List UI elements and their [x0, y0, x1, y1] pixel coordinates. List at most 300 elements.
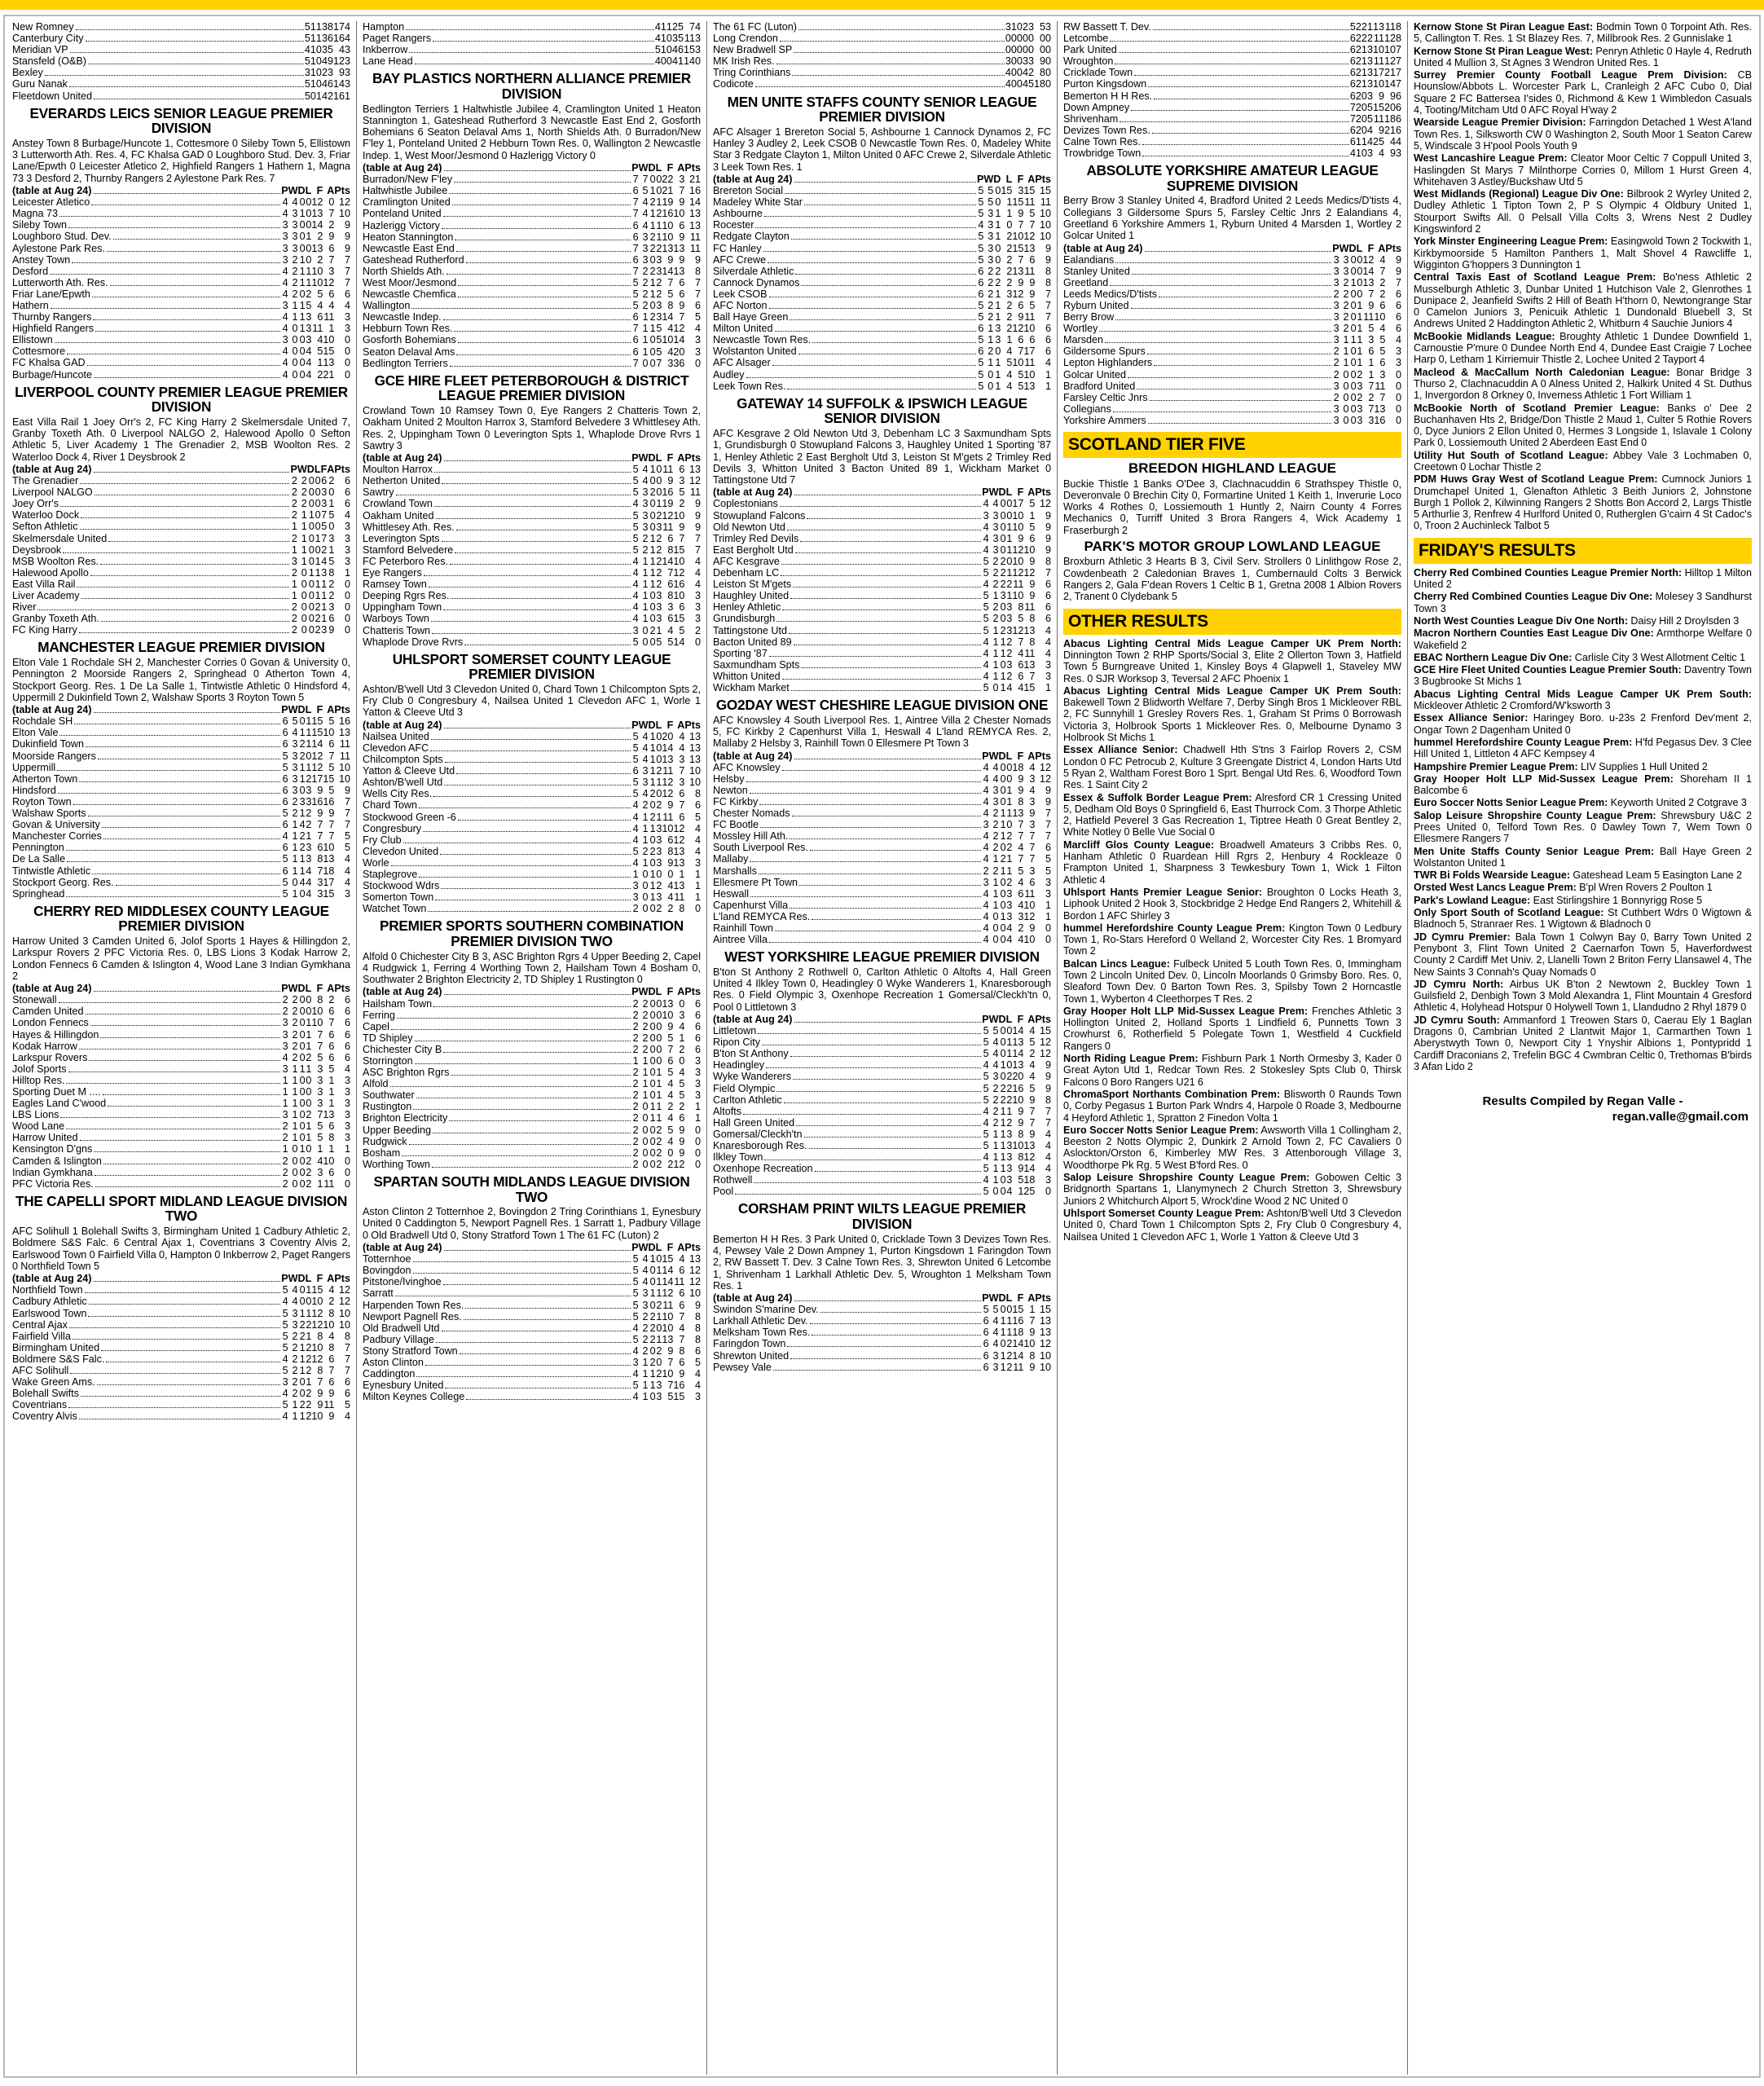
stat-cell: 1 — [642, 834, 649, 846]
league-table — [713, 174, 1051, 392]
table-row — [12, 1041, 350, 1052]
stat-cell: 12 — [338, 1296, 350, 1308]
stat-cell: 2 — [299, 830, 306, 843]
team-name: Ashbourne — [713, 208, 763, 220]
stat-cell: 1 — [282, 1086, 288, 1098]
stat-cell: 1 — [992, 636, 999, 648]
dot-leader — [50, 274, 280, 275]
stat-cell: 1 — [292, 1410, 298, 1423]
stat-cell: 2 — [1355, 44, 1361, 56]
results-entry — [1414, 235, 1752, 271]
stat-cell: 9 — [1018, 1116, 1024, 1129]
stat-cell: 3 — [656, 856, 662, 869]
team-name: AFC Norton — [713, 299, 768, 311]
stat-cell: 0 — [1350, 414, 1357, 426]
table-row — [713, 842, 1051, 853]
stat-cell: 0 — [649, 601, 656, 614]
stat-cell: 8 — [317, 994, 323, 1006]
stat-cell: 16 — [332, 33, 345, 45]
stat-cell: 4 — [1045, 636, 1051, 648]
team-name: Marshalls — [713, 865, 757, 877]
table-row — [12, 983, 350, 994]
dot-leader — [59, 1002, 281, 1003]
table-row — [12, 704, 350, 715]
table-row — [12, 475, 350, 486]
team-name: (table at Aug 24) — [12, 464, 92, 475]
stat-cell: 6 — [282, 772, 288, 785]
dot-leader — [792, 75, 1004, 76]
stat-cell: 9 — [328, 624, 335, 636]
stat-cell: 4 — [344, 33, 350, 45]
stat-cell: 8 — [679, 1344, 685, 1357]
table-row — [363, 601, 701, 613]
stat-cell: 13 — [1012, 1036, 1024, 1049]
stat-cell: 5 — [632, 788, 639, 800]
stat-cell: 3 — [1006, 1128, 1013, 1140]
team-name-cell — [363, 742, 631, 754]
stat-cell: 3 — [694, 856, 701, 869]
stat-cell: 3 — [306, 323, 312, 335]
team-name: Royton Town — [12, 795, 72, 808]
stat-cell: 14 — [662, 1265, 674, 1277]
stat-cell: 0 — [649, 345, 656, 358]
stat-cell: 6 — [667, 532, 674, 544]
league-name-lead: Euro Soccer Notts Senior League Prem: — [1414, 797, 1608, 809]
stat-cell: 3 — [1006, 1151, 1013, 1164]
stat-cell: 21 — [688, 174, 701, 186]
team-name-cell — [363, 880, 631, 891]
stat-cell: 0 — [1000, 761, 1006, 773]
team-name: Pennington — [12, 842, 64, 854]
stat-cell: W — [297, 464, 307, 475]
stat-cell: 14 — [662, 265, 674, 277]
stat-cell: 4 — [1379, 323, 1386, 335]
stat-cell: 2 — [299, 1330, 306, 1342]
team-name-cell — [713, 266, 977, 277]
stat-cell: 3 — [1027, 55, 1034, 68]
team-name: Chichester City B — [363, 1043, 442, 1055]
team-name-cell — [363, 1055, 631, 1067]
stat-cell: 1 — [656, 1333, 662, 1345]
stat-cell: 3 — [1357, 414, 1363, 426]
dot-leader — [79, 632, 290, 633]
team-name: Ponteland United — [363, 208, 442, 220]
stat-cell: 5 — [983, 1304, 989, 1316]
stat-cell: 0 — [344, 368, 350, 381]
stat-cell: 4 — [1366, 124, 1373, 136]
table-row — [713, 533, 1051, 544]
team-name: Ilkley Town — [713, 1151, 763, 1164]
stat-cell: 21 — [1383, 67, 1396, 79]
stat-cell: 1 — [694, 880, 701, 892]
table-row — [363, 742, 701, 754]
results-body: Daventry Town 3 Bugbrooke St Michs 1 — [1414, 664, 1752, 688]
dot-leader — [57, 770, 280, 771]
stat-cell: 5 — [656, 636, 662, 648]
stat-cell: 2 — [282, 1177, 288, 1190]
stat-cell: 12 — [1039, 761, 1051, 773]
stat-cell: 5 — [978, 311, 984, 323]
stat-cell: 7 — [632, 196, 639, 209]
table-row — [713, 208, 1051, 219]
dot-leader — [812, 1335, 981, 1336]
stat-cell: 4 — [328, 299, 335, 311]
table-row — [12, 994, 350, 1006]
stat-cell: 5 — [632, 1333, 639, 1345]
stat-cell: 9 — [1389, 90, 1396, 102]
dot-leader — [794, 182, 976, 183]
table-row — [12, 288, 350, 300]
stat-cell: 3 — [694, 1391, 701, 1403]
stat-cell: 3 — [306, 842, 312, 854]
team-name: Hebburn Town Res. — [363, 323, 453, 335]
table-row — [12, 1063, 350, 1075]
stat-cell: 6 — [978, 345, 984, 358]
dot-leader — [436, 1342, 631, 1343]
stat-cell: 9 — [328, 1388, 335, 1400]
stat-cell: P — [982, 1292, 989, 1305]
team-name: Fairfield Villa — [12, 1330, 71, 1342]
stat-cell: 4 — [694, 822, 701, 834]
stat-cell: 6 — [1395, 323, 1401, 335]
stat-cell: 4 — [1018, 876, 1024, 888]
team-name: Cramlington United — [363, 196, 451, 209]
team-name: Chard Town — [363, 799, 417, 812]
team-name: Whittlesey Ath. Res. — [363, 521, 455, 533]
stat-cell: 4 — [292, 1284, 298, 1296]
stat-cell: 1 — [988, 357, 994, 369]
stat-cell: 10 — [1023, 934, 1036, 946]
stat-cell: 4 — [1005, 78, 1011, 90]
results-entry — [1414, 846, 1752, 869]
stat-cell: 8 — [1018, 1128, 1024, 1140]
stat-cell: 5 — [1045, 853, 1051, 865]
results-paragraph: Buckie Thistle 1 Banks O'Dee 3, Clachnacuddin 6 Strathspey Thistle 0, Deveronvale 0 Brechin City 0, Formartine United 1 Keith 1, Inverurie Loco Works 4 Rothes 0, Lossiemouth 1 Huntly 2, Nairn County 4 Forres Mechanics 0, Turriff United 3 Brora Rangers 4, Wick Academy 1 Fraserburgh 2 — [1063, 477, 1401, 536]
stat-cell: 3 — [1006, 658, 1013, 671]
table-row — [363, 799, 701, 811]
stat-cell: 8 — [1395, 21, 1401, 33]
league-name-lead: Only Sport South of Scotland League: — [1414, 907, 1604, 919]
stat-cell: 3 — [344, 1120, 350, 1133]
team-name-cell — [363, 522, 631, 533]
stat-cell: 5 — [694, 1356, 701, 1368]
team-name-cell — [1063, 369, 1332, 381]
team-name: Waterloo Dock — [12, 509, 80, 522]
stat-cell: 6 — [1349, 90, 1356, 102]
stat-cell: 1 — [694, 1101, 701, 1113]
team-name: Sefton Athletic — [12, 521, 78, 533]
team-name-cell — [12, 78, 305, 90]
team-name-cell — [713, 1048, 982, 1059]
stat-cell: 3 — [292, 208, 298, 220]
stat-cell: 14 — [688, 196, 701, 209]
stat-cell: 2 — [656, 208, 662, 220]
stat-cell: L — [655, 452, 662, 464]
team-name: East Villa Rail — [12, 578, 76, 590]
stat-cell: 8 — [328, 566, 335, 579]
stat-cell: 6 — [1395, 288, 1401, 300]
stat-cell: 3 — [1005, 21, 1011, 33]
stat-cell: 5 — [978, 242, 984, 254]
stat-cell: 0 — [649, 1043, 656, 1055]
stat-cell: 4 — [679, 742, 685, 754]
stat-cell: 6 — [632, 219, 639, 231]
table-row — [363, 452, 701, 464]
stat-cell: 3 — [694, 1078, 701, 1090]
league-name-lead: Kernow Stone St Piran League West: — [1414, 45, 1594, 57]
stat-cell: 4 — [282, 1410, 288, 1423]
stat-cell: 16 — [1012, 1315, 1024, 1327]
stat-cell: 6 — [679, 811, 685, 823]
team-name-cell — [713, 934, 982, 945]
dot-leader — [782, 679, 982, 680]
team-name-cell — [12, 1063, 281, 1075]
stat-cell: 6 — [282, 715, 288, 728]
team-name: Codicote — [713, 78, 754, 90]
stat-cell: 3 — [1333, 414, 1339, 426]
table-row — [713, 1083, 1051, 1094]
table-row — [363, 522, 701, 533]
stat-cell: 11 — [323, 1177, 335, 1190]
stat-cell: 2 — [292, 808, 298, 820]
team-name-cell — [12, 1155, 281, 1167]
stat-cell: 3 — [642, 1299, 649, 1311]
stat-cell: 3 — [983, 876, 989, 888]
stat-cell: 1 — [995, 357, 1001, 369]
dot-leader — [1115, 262, 1331, 263]
stat-cell: 1 — [1000, 808, 1006, 820]
stat-cell: 9 — [1045, 242, 1051, 254]
stat-cell: 7 — [1045, 1105, 1051, 1117]
stat-cell: 2 — [1355, 55, 1361, 68]
team-name: Henley Athletic — [713, 601, 781, 614]
stat-cell: 2 — [306, 1410, 312, 1423]
stat-cell: 6 — [694, 799, 701, 812]
stat-cell: 12 — [1023, 1151, 1036, 1164]
stat-cell: 0 — [1395, 403, 1401, 415]
stat-cell: 3 — [1005, 55, 1011, 68]
stat-cell: 2 — [306, 1341, 312, 1353]
table-row — [12, 785, 350, 796]
results-body: Daisy Hill 2 Droylsden 3 — [1628, 614, 1740, 627]
stat-cell: 0 — [328, 521, 335, 533]
stat-cell: 9 — [1029, 1361, 1036, 1373]
team-name-cell — [12, 601, 290, 613]
stat-cell: 14 — [1012, 1048, 1024, 1060]
league-name-lead: Macleod & MacCallum North Caledonian League: — [1414, 366, 1670, 378]
stat-cell: 17 — [1023, 345, 1036, 358]
stat-cell: D — [648, 1242, 656, 1254]
dot-leader — [1148, 86, 1349, 87]
stat-cell: 10 — [673, 208, 685, 220]
team-name-cell — [713, 613, 982, 624]
stat-cell: 5 — [654, 44, 661, 56]
stat-cell: 1 — [299, 265, 306, 277]
stat-cell: 14 — [662, 555, 674, 567]
table-row — [363, 765, 701, 777]
stat-cell: 2 — [306, 1155, 312, 1167]
table-row — [1063, 381, 1401, 392]
stat-cell: 10 — [688, 1287, 701, 1300]
team-name: AFC Solihull — [12, 1364, 69, 1376]
stat-cell: 9 — [1378, 90, 1384, 102]
stat-cell: L — [1005, 1013, 1013, 1025]
stat-cell: 1 — [292, 887, 298, 900]
stat-cell: 2 — [992, 1105, 999, 1117]
stat-cell: 11 — [1040, 196, 1051, 209]
stat-cell: 11 — [689, 242, 701, 254]
stat-cell: 3 — [1006, 613, 1013, 625]
team-name-cell — [713, 357, 977, 368]
team-name: L'land REMYCA Res. — [713, 910, 811, 922]
league-table — [713, 1014, 1051, 1198]
stat-cell: 0 — [642, 891, 649, 904]
stat-cell: 7 — [688, 21, 695, 33]
dot-leader — [70, 52, 304, 53]
results-body: Airbus UK B'ton 2 Newtown 2, Buckley Town 1 Guilsfield 2, Denbigh Town 3 Mold Alexandra 1, Flint Mountain 4 Gresford Athletic 4, Holyhead Hotspur 0 Holywell Town 1, Llandudno 2 Rhyl 1879 0 — [1414, 978, 1752, 1014]
stat-cell: 1 — [992, 853, 999, 865]
stat-cell: 13 — [673, 880, 685, 892]
stat-cell: 1 — [1000, 1139, 1006, 1151]
stat-cell: 6 — [983, 1361, 989, 1373]
stat-cell: 3 — [679, 174, 685, 186]
stat-cell: 6 — [1029, 532, 1036, 544]
stat-cell: 1 — [992, 899, 999, 911]
stat-cell: D — [648, 719, 656, 731]
team-name-cell — [1063, 254, 1332, 266]
stat-cell: 1 — [656, 1089, 662, 1102]
stat-cell: 1 — [315, 566, 321, 579]
stat-cell: 0 — [301, 624, 307, 636]
table-row — [713, 1350, 1051, 1362]
results-entry — [1414, 652, 1752, 663]
stat-cell: 0 — [310, 90, 316, 102]
stat-cell: A — [677, 1242, 685, 1254]
stat-cell: 1 — [317, 1177, 323, 1190]
stat-cell: 0 — [344, 613, 350, 625]
stat-cell: 2 — [649, 1356, 656, 1368]
table-row — [713, 911, 1051, 922]
stat-cell: 2 — [292, 1364, 298, 1376]
team-name: Tintwistle Athletic — [12, 865, 91, 877]
stat-cell: 0 — [1361, 90, 1367, 102]
stat-cell: 0 — [306, 196, 312, 209]
league-title: EVERARDS LEICS SENIOR LEAGUE PREMIER DIVISION — [29, 104, 333, 137]
results-entry — [1414, 403, 1752, 449]
team-name: (table at Aug 24) — [713, 1292, 793, 1305]
team-name-cell — [713, 1163, 982, 1174]
stat-cell: 13 — [688, 219, 701, 231]
table-row — [363, 777, 701, 788]
stat-cell: 5 — [694, 811, 701, 823]
dot-leader — [1152, 133, 1349, 134]
team-name-cell — [12, 254, 281, 266]
stat-cell: 1 — [292, 1120, 298, 1133]
results-body: Easingwold Town 2 Tockwith 1, Kirkbymoorside 5 Hamilton Panthers 1, Malt Shovel 4 Rawcliffe 1, Wigginton G'hoppers 3 Dunnington 1 — [1414, 235, 1752, 271]
stat-cell: 2 — [656, 1146, 662, 1159]
team-name: New Romney — [12, 21, 74, 33]
stat-cell: 5 — [983, 1139, 989, 1151]
stat-cell: 2 — [656, 765, 662, 777]
team-name: Yatton & Cleeve Utd — [363, 765, 455, 777]
table-row — [713, 1174, 1051, 1186]
dot-leader — [86, 746, 280, 747]
stat-cell: 7 — [317, 1376, 323, 1388]
stat-cell: 3 — [656, 265, 662, 277]
stat-cell: 6 — [679, 788, 685, 800]
stat-cell: 4 — [992, 761, 999, 773]
stat-cell: 13 — [1372, 21, 1384, 33]
stat-cell: 4 — [282, 323, 288, 335]
stat-cell: 4 — [282, 830, 288, 843]
results-entry — [1414, 882, 1752, 893]
stat-cell: 1 — [299, 865, 306, 877]
team-name: Stockwood Wdrs — [363, 880, 440, 892]
stat-cell: 1 — [292, 1063, 298, 1075]
stat-cell: 5 — [1018, 865, 1024, 877]
team-name: (table at Aug 24) — [12, 704, 92, 716]
team-name: Guru Nanak — [12, 78, 68, 90]
stat-cell: 1 — [310, 33, 316, 45]
stat-cell: 3 — [1357, 380, 1363, 392]
stat-cell: 4 — [992, 1315, 999, 1327]
stat-cell: 1 — [632, 869, 639, 880]
stat-cell: 13 — [323, 357, 335, 369]
stat-cell: 7 — [632, 242, 639, 254]
team-name-cell — [713, 1071, 982, 1082]
stat-cell: 2 — [1006, 1349, 1013, 1362]
stat-cell: 4 — [983, 842, 989, 854]
stat-cell: 0 — [694, 1146, 701, 1159]
stat-cell: 0 — [315, 521, 321, 533]
stat-cell: 0 — [299, 1177, 306, 1190]
stat-cell: 5 — [632, 464, 639, 476]
stat-cell: 7 — [1018, 830, 1024, 843]
stat-cell: 0 — [660, 55, 666, 68]
stat-cell: 1 — [306, 1040, 312, 1052]
stat-cell: 5 — [317, 345, 323, 358]
results-body: Haringey Boro. u-23s 2 Frenford Dev'ment 2, Ongar Town 2 Dagenham United 0 — [1414, 712, 1752, 736]
stat-cell: 6 — [1029, 253, 1036, 266]
table-row — [363, 162, 701, 174]
stat-cell: D — [998, 1292, 1006, 1305]
stat-cell: 2 — [649, 788, 656, 800]
stat-cell: 1 — [988, 323, 994, 335]
table-row — [363, 21, 701, 33]
stat-cell: 3 — [1006, 887, 1013, 900]
table-row — [12, 738, 350, 750]
table-row — [12, 1167, 350, 1178]
credit-email: regan.valle@gmail.com — [1612, 1110, 1749, 1124]
stat-cell: 1 — [328, 544, 335, 556]
stat-cell: 3 — [344, 311, 350, 323]
team-name: (table at Aug 24) — [12, 983, 92, 995]
stat-cell: W — [638, 452, 649, 464]
stat-cell: 1 — [1018, 1186, 1024, 1198]
stat-cell: 0 — [308, 578, 315, 590]
stat-cell: 1 — [1006, 865, 1013, 877]
dot-leader — [69, 1327, 280, 1328]
team-name-cell — [713, 762, 982, 773]
table-row — [363, 1334, 701, 1345]
stat-cell: 0 — [301, 578, 307, 590]
stat-cell: 0 — [1006, 555, 1013, 567]
stat-cell: 2 — [299, 842, 306, 854]
stat-cell: 2 — [992, 579, 999, 591]
stat-cell: 5 — [983, 1071, 989, 1083]
team-name-cell — [363, 812, 631, 823]
team-name: Chatteris Town — [363, 624, 431, 636]
